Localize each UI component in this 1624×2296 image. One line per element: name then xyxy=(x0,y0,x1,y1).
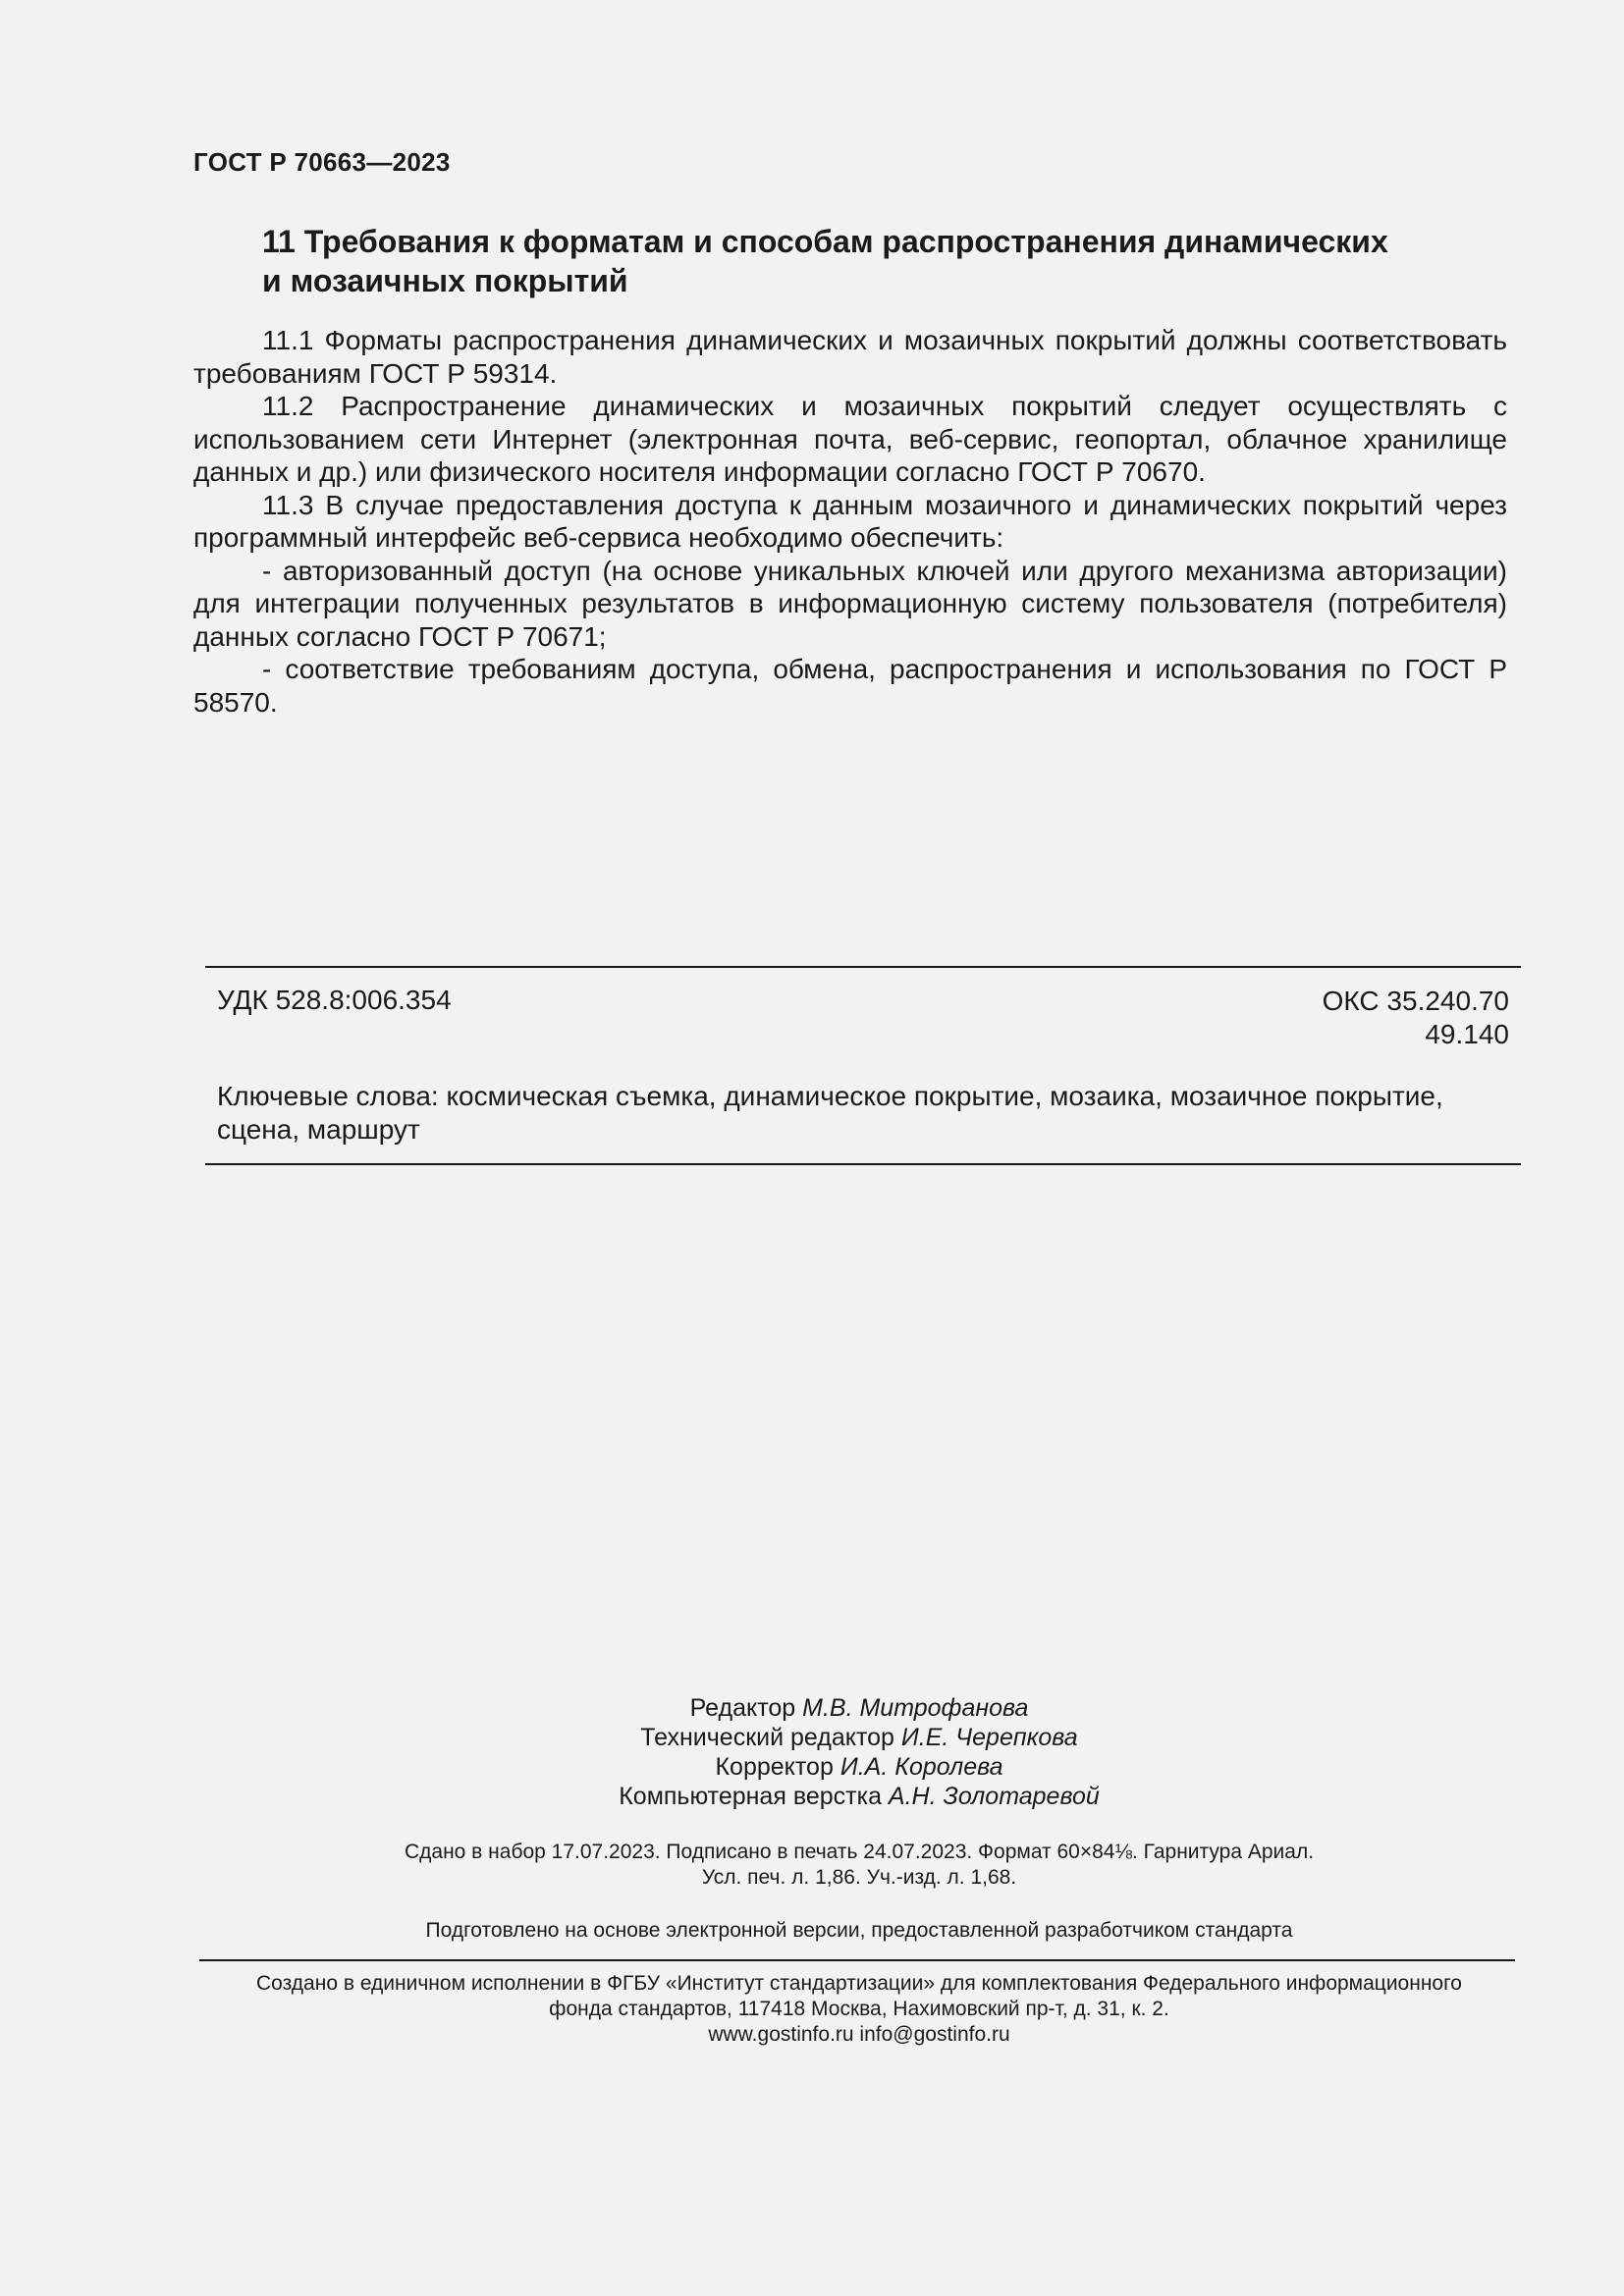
paragraph-11-3: 11.3 В случае предоставления доступа к данным мозаичного и динамических покрытий через программный интерфейс веб-сервиса необходимо обеспечить: xyxy=(193,489,1507,553)
editor-name: М.В. Митрофанова xyxy=(802,1694,1029,1722)
oks-codes xyxy=(1323,985,1509,1051)
layout-line: Компьютерная верстка А.Н. Золотаревой xyxy=(619,1783,1100,1810)
created-note xyxy=(0,1971,1624,2048)
credits xyxy=(0,1693,1624,1811)
section-title-line-2: и мозаичных покрытий xyxy=(262,263,628,298)
prepared-note: Подготовлено на основе электронной версии, предоставленной разработчиком стандарта xyxy=(425,1919,1293,1942)
udk-code: УДК 528.8:006.354 xyxy=(217,985,452,1015)
section-title-line-1: 11 Требования к форматам и способам распространения динамических xyxy=(262,224,1388,259)
created-line-3: www.gostinfo.ru info@gostinfo.ru xyxy=(708,2023,1010,2046)
layout-name: А.Н. Золотаревой xyxy=(888,1783,1100,1810)
imprint-line-2: Усл. печ. л. 1,86. Уч.-изд. л. 1,68. xyxy=(701,1866,1017,1889)
tech-editor-name: И.Е. Черепкова xyxy=(900,1724,1078,1751)
keywords: Ключевые слова: космическая съемка, динамическое покрытие, мозаика, мозаичное покрытие, сцена, маршрут xyxy=(217,1081,1443,1145)
section-body xyxy=(193,324,1507,719)
created-line-1: Создано в единичном исполнении в ФГБУ «Институт стандартизации» для комплектования Федерального информационного xyxy=(256,1972,1462,1995)
footer-divider xyxy=(199,1959,1515,1961)
created-line-2: фонда стандартов, 117418 Москва, Нахимовский пр-т, д. 31, к. 2. xyxy=(549,1998,1169,2020)
imprint xyxy=(0,1840,1624,1891)
oks-code-2: 49.140 xyxy=(1425,1019,1509,1049)
paragraph-11-2: 11.2 Распространение динамических и мозаичных покрытий следует осуществлять с использованием сети Интернет (электронная почта, веб-сервис, геопортал, облачное хранилище данных и др.) или физического носителя информации согласно ГОСТ Р 70670. xyxy=(193,391,1507,487)
section-title xyxy=(262,222,1499,300)
oks-code-1: ОКС 35.240.70 xyxy=(1322,986,1509,1016)
document-code: ГОСТ Р 70663—2023 xyxy=(193,147,451,177)
bottom-divider xyxy=(205,1163,1521,1165)
corrector-line: Корректор И.А. Королева xyxy=(715,1753,1003,1781)
list-item-compliance: - соответствие требованиям доступа, обмена, распространения и использования по ГОСТ Р 58570. xyxy=(193,654,1507,718)
tech-editor-line: Технический редактор И.Е. Черепкова xyxy=(640,1724,1078,1751)
paragraph-11-1: 11.1 Форматы распространения динамических и мозаичных покрытий должны соответствовать требованиям ГОСТ Р 59314. xyxy=(193,325,1507,389)
list-item-authorized-access: - авторизованный доступ (на основе уникальных ключей или другого механизма авторизации) для интеграции полученных результатов в информационную систему пользователя (потребителя) данных согласно ГОСТ Р 70671; xyxy=(193,555,1507,652)
corrector-name: И.А. Королева xyxy=(839,1753,1003,1781)
top-divider xyxy=(205,966,1521,968)
imprint-line-1: Сдано в набор 17.07.2023. Подписано в печать 24.07.2023. Формат 60×84⅛. Гарнитура Ариал. xyxy=(404,1841,1315,1863)
editor-line: Редактор М.В. Митрофанова xyxy=(689,1694,1029,1722)
